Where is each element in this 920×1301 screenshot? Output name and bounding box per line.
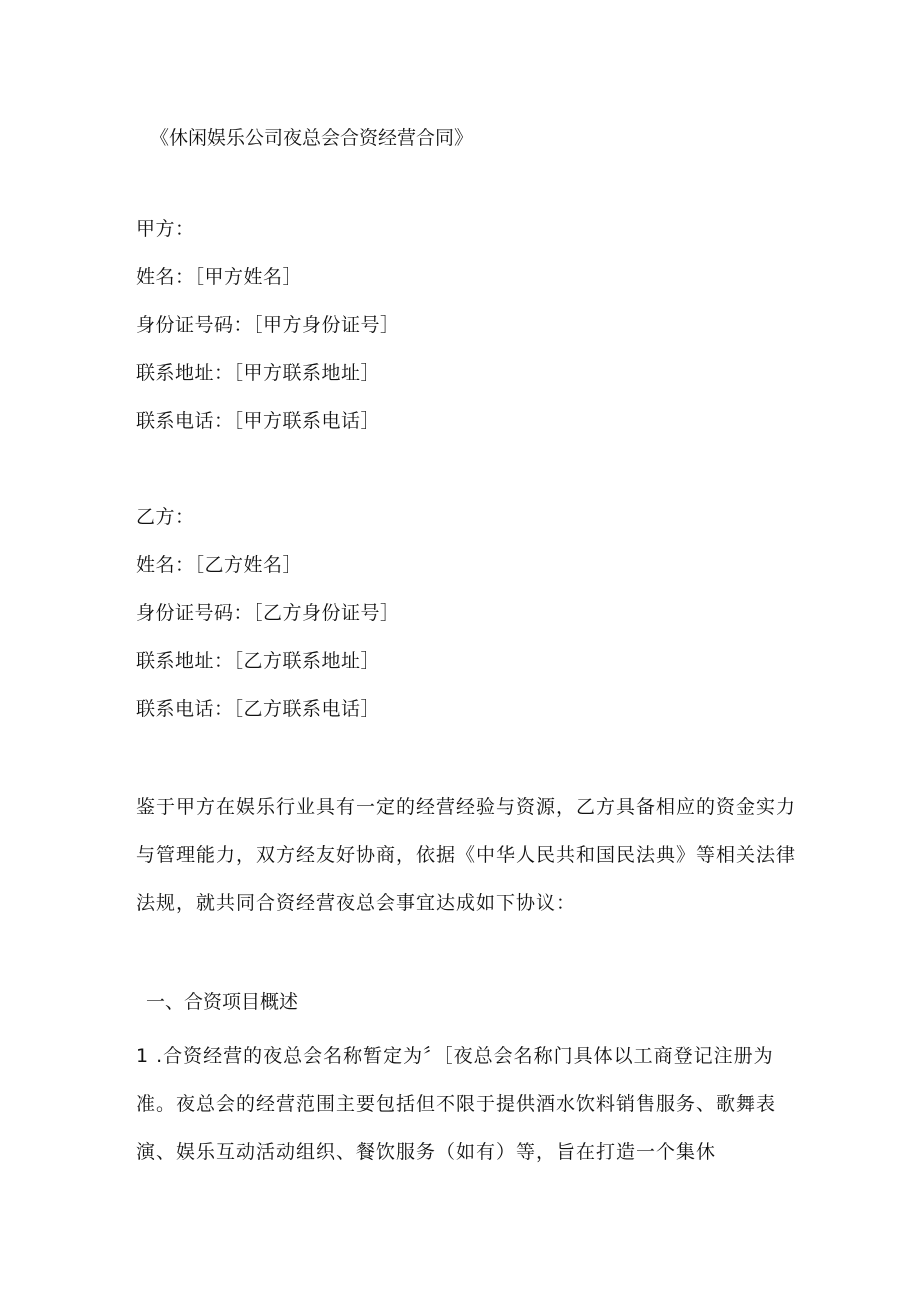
party-b-phone: 联系电话：［乙方联系电话］ xyxy=(136,698,381,720)
preamble-paragraph: 鉴于甲方在娱乐行业具有一定的经营经验与资源，乙方具备相应的资金实力与管理能力，双方经友好协商，依据《中华人民共和国民法典》等相关法律法规，就共同合资经营夜总会事宜达成如下协议： xyxy=(136,796,797,914)
party-a-id-number: 身份证号码：［甲方身份证号］ xyxy=(136,314,400,336)
party-b-name: 姓名：［乙方姓名］ xyxy=(136,554,303,576)
party-a-name: 姓名：［甲方姓名］ xyxy=(136,266,303,288)
document-title: 《休闲娱乐公司夜总会合资经营合同》 xyxy=(150,127,474,149)
party-b-heading: 乙方： xyxy=(136,506,195,528)
section-1-heading: 一、合资项目概述 xyxy=(146,991,299,1013)
party-b-address: 联系地址：［乙方联系地址］ xyxy=(136,650,381,672)
party-a-address: 联系地址：［甲方联系地址］ xyxy=(136,362,381,384)
party-a-heading: 甲方： xyxy=(136,218,195,240)
party-b-id-number: 身份证号码：［乙方身份证号］ xyxy=(136,602,400,624)
party-a-phone: 联系电话：［甲方联系电话］ xyxy=(136,410,381,432)
section-1-clause-1: 1 .合资经营的夜总会名称暂定为〞［夜总会名称门具体以工商登记注册为准。夜总会的经营范围主要包括但不限于提供酒水饮料销售服务、歌舞表演、娱乐互动活动组织、餐饮服务（如有）等，旨在打造一个集休 xyxy=(136,1045,777,1163)
